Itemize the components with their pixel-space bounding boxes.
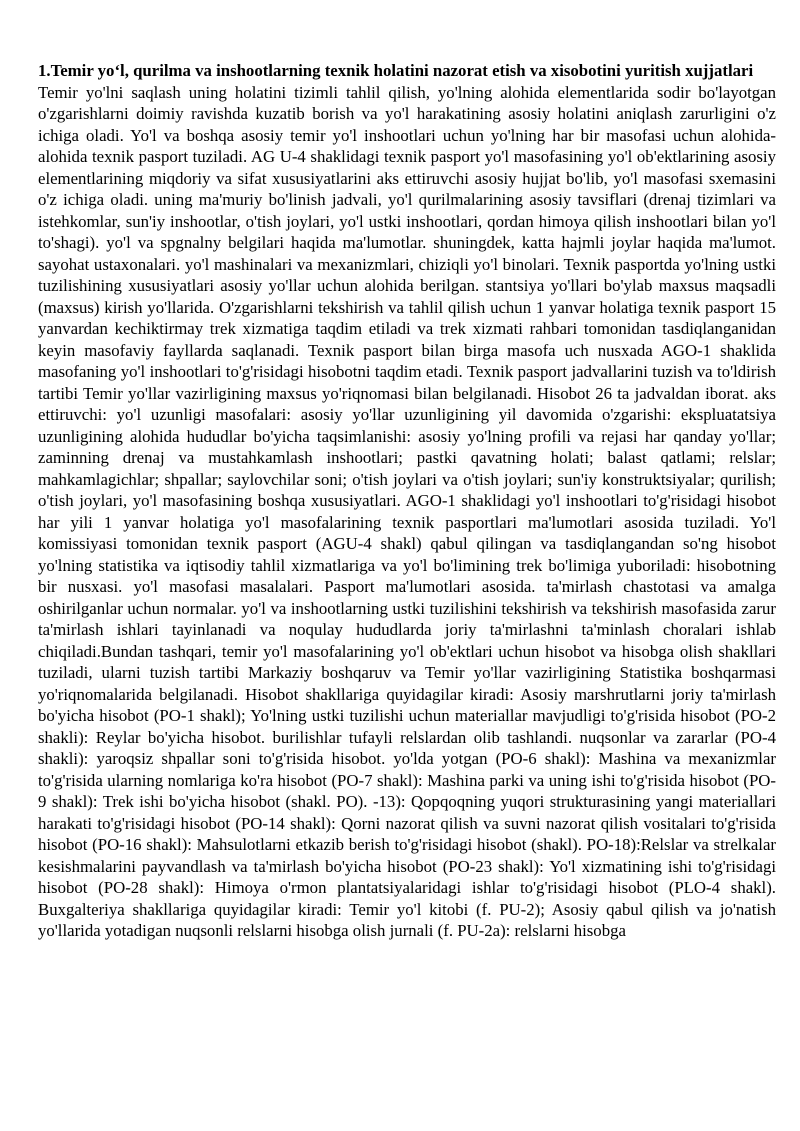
- section-heading: 1.Temir yo‘l, qurilma va inshootlarning texnik holatini nazorat etish va xisobotini yuritish xujjatlari: [38, 61, 754, 80]
- document-page: [38, 60, 776, 942]
- body-paragraph: Temir yo'lni saqlash uning holatini tizimli tahlil qilish, yo'lning alohida elementlarida sodir bo'layotgan o'zgarishlarni doimiy ravishda kuzatib borish va yo'l harakatining asosiy holatini aniqlash zarurligini o'z ichiga oladi. Yo'l va boshqa asosiy temir yo'l inshootlari uchun yo'lning har bir masofasi uchun alohida-alohida texnik pasport tuziladi. AG U-4 shaklidagi texnik pasport yo'l masofasining yo'l ob'ektlarining asosiy elementlarining miqdoriy va sifat xususiyatlarini aks ettiruvchi asosiy hujjat bo'lib, yo'l masofasi sxemasini o'z ichiga oladi. uning ma'muriy bo'linish jadvali, yo'l qurilmalarining asosiy tavsiflari (drenaj tizimlari va istehkomlar, sun'iy inshootlar, o'tish joylari, yo'l ustki inshootlari, qordan himoya qilish inshootlari bilan yo'l to'shagi). yo'l va spgnalny belgilari haqida ma'lumotlar. shuningdek, katta hajmli joylar haqida ma'lumot. sayohat ustaxonalari. yo'l mashinalari va mexanizmlari, chiziqli yo'l binolari. Texnik pasportda yo'lning ustki tuzilishining xususiyatlari asosiy yo'llar uchun alohida berilgan. stantsiya yo'llari bo'ylab maxsus maqsadli (maxsus) kirish yo'llarida. O'zgarishlarni tekshirish va tahlil qilish uchun 1 yanvar holatiga texnik pasport 15 yanvardan kechiktirmay trek xizmatiga taqdim etiladi va trek xizmati rahbari tomonidan tasdiqlanganidan keyin masofaviy fayllarda saqlanadi. Texnik pasport bilan birga masofa uch nusxada AGO-1 shaklida masofaning yo'l inshootlari to'g'risidagi hisobotni taqdim etadi. Texnik pasport jadvallarini tuzish va to'ldirish tartibi Temir yo'llar vazirligining maxsus yo'riqnomasi bilan belgilanadi. Hisobot 26 ta jadvaldan iborat. aks ettiruvchi: yo'l uzunligi masofalari: asosiy yo'llar uzunligining yil davomida o'zgarishi: ekspluatatsiya uzunligining alohida hududlar bo'yicha taqsimlanishi: asosiy yo'lning profili va rejasi har qanday yo'llar; zaminning drenaj va mustahkamlash inshootlari; pastki qavatning holati; balast qatlami; relslar; mahkamlagichlar; shpallar; saylovchilar soni; o'tish joylari va o'tish joylari; sun'iy konstruktsiyalar; qurilish; o'tish joylari, yo'l masofasining boshqa xususiyatlari. AGO-1 shaklidagi yo'l inshootlari to'g'risidagi hisobot har yili 1 yanvar holatiga yo'l masofalarining texnik pasportlari ma'lumotlari asosida tuziladi. Yo'l komissiyasi tomonidan texnik pasport (AGU-4 shakl) qabul qilingan va tasdiqlangandan so'ng hisobot yo'lning statistika va iqtisodiy tahlil xizmatlariga va yo'l bo'limining trek bo'limiga yuboriladi: hisobotning bir nusxasi. yo'l masofasi masalalari. Pasport ma'lumotlari asosida. ta'mirlash chastotasi va amalga oshirilganlar uchun normalar. yo'l va inshootlarning ustki tuzilishini tekshirish va tekshirish masofasida zarur ta'mirlash ishlari tayinlanadi va noqulay hududlarda joriy ta'mirlashni ta'minlash choralari ishlab chiqiladi.Bundan tashqari, temir yo'l masofalarining yo'l ob'ektlari uchun hisobot va hisobga olish shakllari tuziladi, ularni tuzish tartibi Markaziy boshqaruv va Temir yo'llar vazirligining Statistika boshqarmasi yo'riqnomalarida belgilanadi. Hisobot shakllariga quyidagilar kiradi: Asosiy marshrutlarni joriy ta'mirlash bo'yicha hisobot (PO-1 shakl); Yo'lning ustki tuzilishi uchun materiallar mavjudligi to'g'risida hisobot (PO-2 shakli): Reylar bo'yicha hisobot. burilishlar tufayli relslardan olib tashlandi. nuqsonlar va zararlar (PO-4 shakli): yaroqsiz shpallar soni to'g'risida hisobot. yo'lda yotgan (PO-6 shakl): Mashina va mexanizmlar to'g'risida ularning nomlariga ko'ra hisobot (PO-7 shakl): Mashina parki va uning ishi to'g'risida hisobot (PO-9 shakl): Trek ishi bo'yicha hisobot (shakl. PO). -13): Qopqoqning yuqori strukturasining yangi materiallari harakati to'g'risidagi hisobot (PO-14 shakl): Qorni nazorat qilish va suvni nazorat qilish vositalari to'g'risida hisobot (PO-16 shakl): Mahsulotlarni etkazib berish to'g'risidagi hisobot (shakl). PO-18):Relslar va strelkalar kesishmalarini payvandlash va ta'mirlash bo'yicha hisobot (PO-23 shakl): Yo'l xizmatining ishi to'g'risidagi hisobot (PO-28 shakl): Himoya o'rmon plantatsiyalaridagi ishlar to'g'risidagi hisobot (PLO-4 shakl). Buxgalteriya shakllariga quyidagilar kiradi: Temir yo'l kitobi (f. PU-2); Asosiy qabul qilish va jo'natish yo'llarida yotadigan nuqsonli relslarni hisobga olish jurnali (f. PU-2a): relslarni hisobga: [38, 82, 776, 940]
